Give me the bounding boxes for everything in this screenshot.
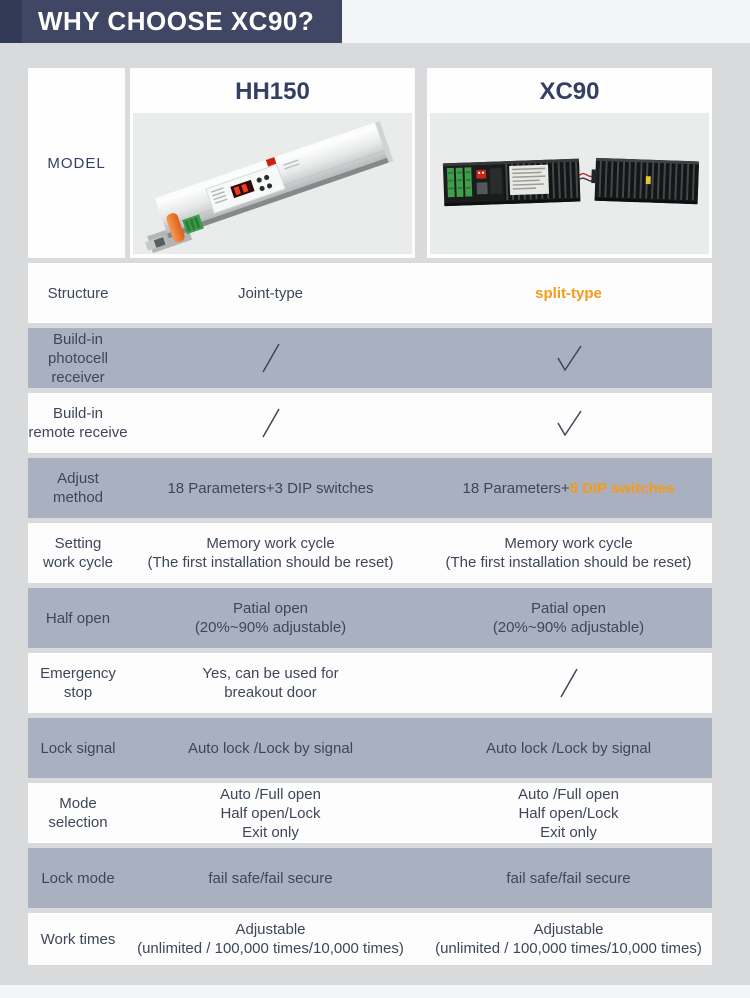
row-work-times (28, 913, 712, 965)
row-label: Adjust method (52, 470, 104, 506)
xc90-value: fail safe/fail secure (506, 869, 631, 887)
xc90-value (413, 339, 712, 377)
hh150-value: Auto /Full open Half open/Lock Exit only (220, 785, 321, 841)
product-column-xc90 (427, 68, 712, 258)
row-adjust-method (28, 458, 712, 518)
model-row (28, 68, 712, 258)
row-structure (28, 263, 712, 323)
xc90-value: Memory work cycle (The first installation should be reset) (445, 535, 692, 571)
xc90-title: XC90 (539, 78, 600, 105)
check-icon (549, 404, 589, 442)
slash-icon (251, 339, 291, 377)
row-lock-signal (28, 718, 712, 778)
row-label: Lock signal (40, 739, 116, 757)
xc90-value: Adjustable (unlimited / 100,000 times/10,000 times) (435, 921, 702, 957)
hh150-value: Patial open (20%~90% adjustable) (194, 600, 347, 636)
xc90-value (413, 404, 712, 442)
row-label: Lock mode (41, 869, 115, 887)
row-label: Emergency stop (40, 665, 116, 701)
row-label: Setting work cycle (42, 535, 113, 571)
hh150-value: 18 Parameters+3 DIP switches (167, 479, 374, 497)
page-title: WHY CHOOSE XC90? (38, 6, 315, 36)
row-label: Mode selection (48, 795, 108, 831)
check-icon (549, 339, 589, 377)
hh150-value: fail safe/fail secure (208, 869, 333, 887)
row-emergency-stop (28, 653, 712, 713)
slash-icon (549, 664, 589, 702)
xc90-product-image (430, 113, 709, 254)
comparison-table (28, 68, 712, 965)
hh150-value (128, 404, 413, 442)
xc90-value: Auto /Full open Half open/Lock Exit only (518, 785, 619, 841)
model-row-label: MODEL (28, 68, 125, 258)
xc90-value: 18 Parameters+5 DIP switches (462, 479, 675, 497)
row-label: Build-in photocell receiver (47, 330, 109, 386)
xc90-value (413, 664, 712, 702)
hh150-value: Adjustable (unlimited / 100,000 times/10,000 times) (137, 921, 404, 957)
row-label: Build-in remote receive (28, 405, 128, 441)
xc90-value: Patial open (20%~90% adjustable) (492, 600, 645, 636)
hh150-product-image (133, 113, 412, 254)
bottom-strip (0, 985, 750, 998)
hh150-operator-illustration (133, 113, 412, 254)
row-label: Work times (40, 930, 116, 948)
page-title-bar (0, 0, 342, 43)
row-setting-work-cycle (28, 523, 712, 583)
row-remote-receive (28, 393, 712, 453)
row-label: Half open (45, 609, 111, 627)
xc90-operator-illustration (430, 113, 709, 254)
row-lock-mode (28, 848, 712, 908)
row-mode-selection (28, 783, 712, 843)
hh150-value: Auto lock /Lock by signal (187, 739, 354, 757)
product-column-hh150 (130, 68, 415, 258)
hh150-title: HH150 (235, 78, 310, 105)
hh150-value: Memory work cycle (The first installation should be reset) (147, 535, 394, 571)
slash-icon (251, 404, 291, 442)
row-label: Structure (47, 284, 109, 302)
xc90-value: Auto lock /Lock by signal (485, 739, 652, 757)
hh150-value (128, 339, 413, 377)
xc90-value: split-type (535, 284, 602, 302)
row-photocell-receiver (28, 328, 712, 388)
row-half-open (28, 588, 712, 648)
hh150-value: Joint-type (237, 284, 304, 302)
top-strip (0, 0, 750, 43)
hh150-value: Yes, can be used for breakout door (202, 665, 339, 701)
